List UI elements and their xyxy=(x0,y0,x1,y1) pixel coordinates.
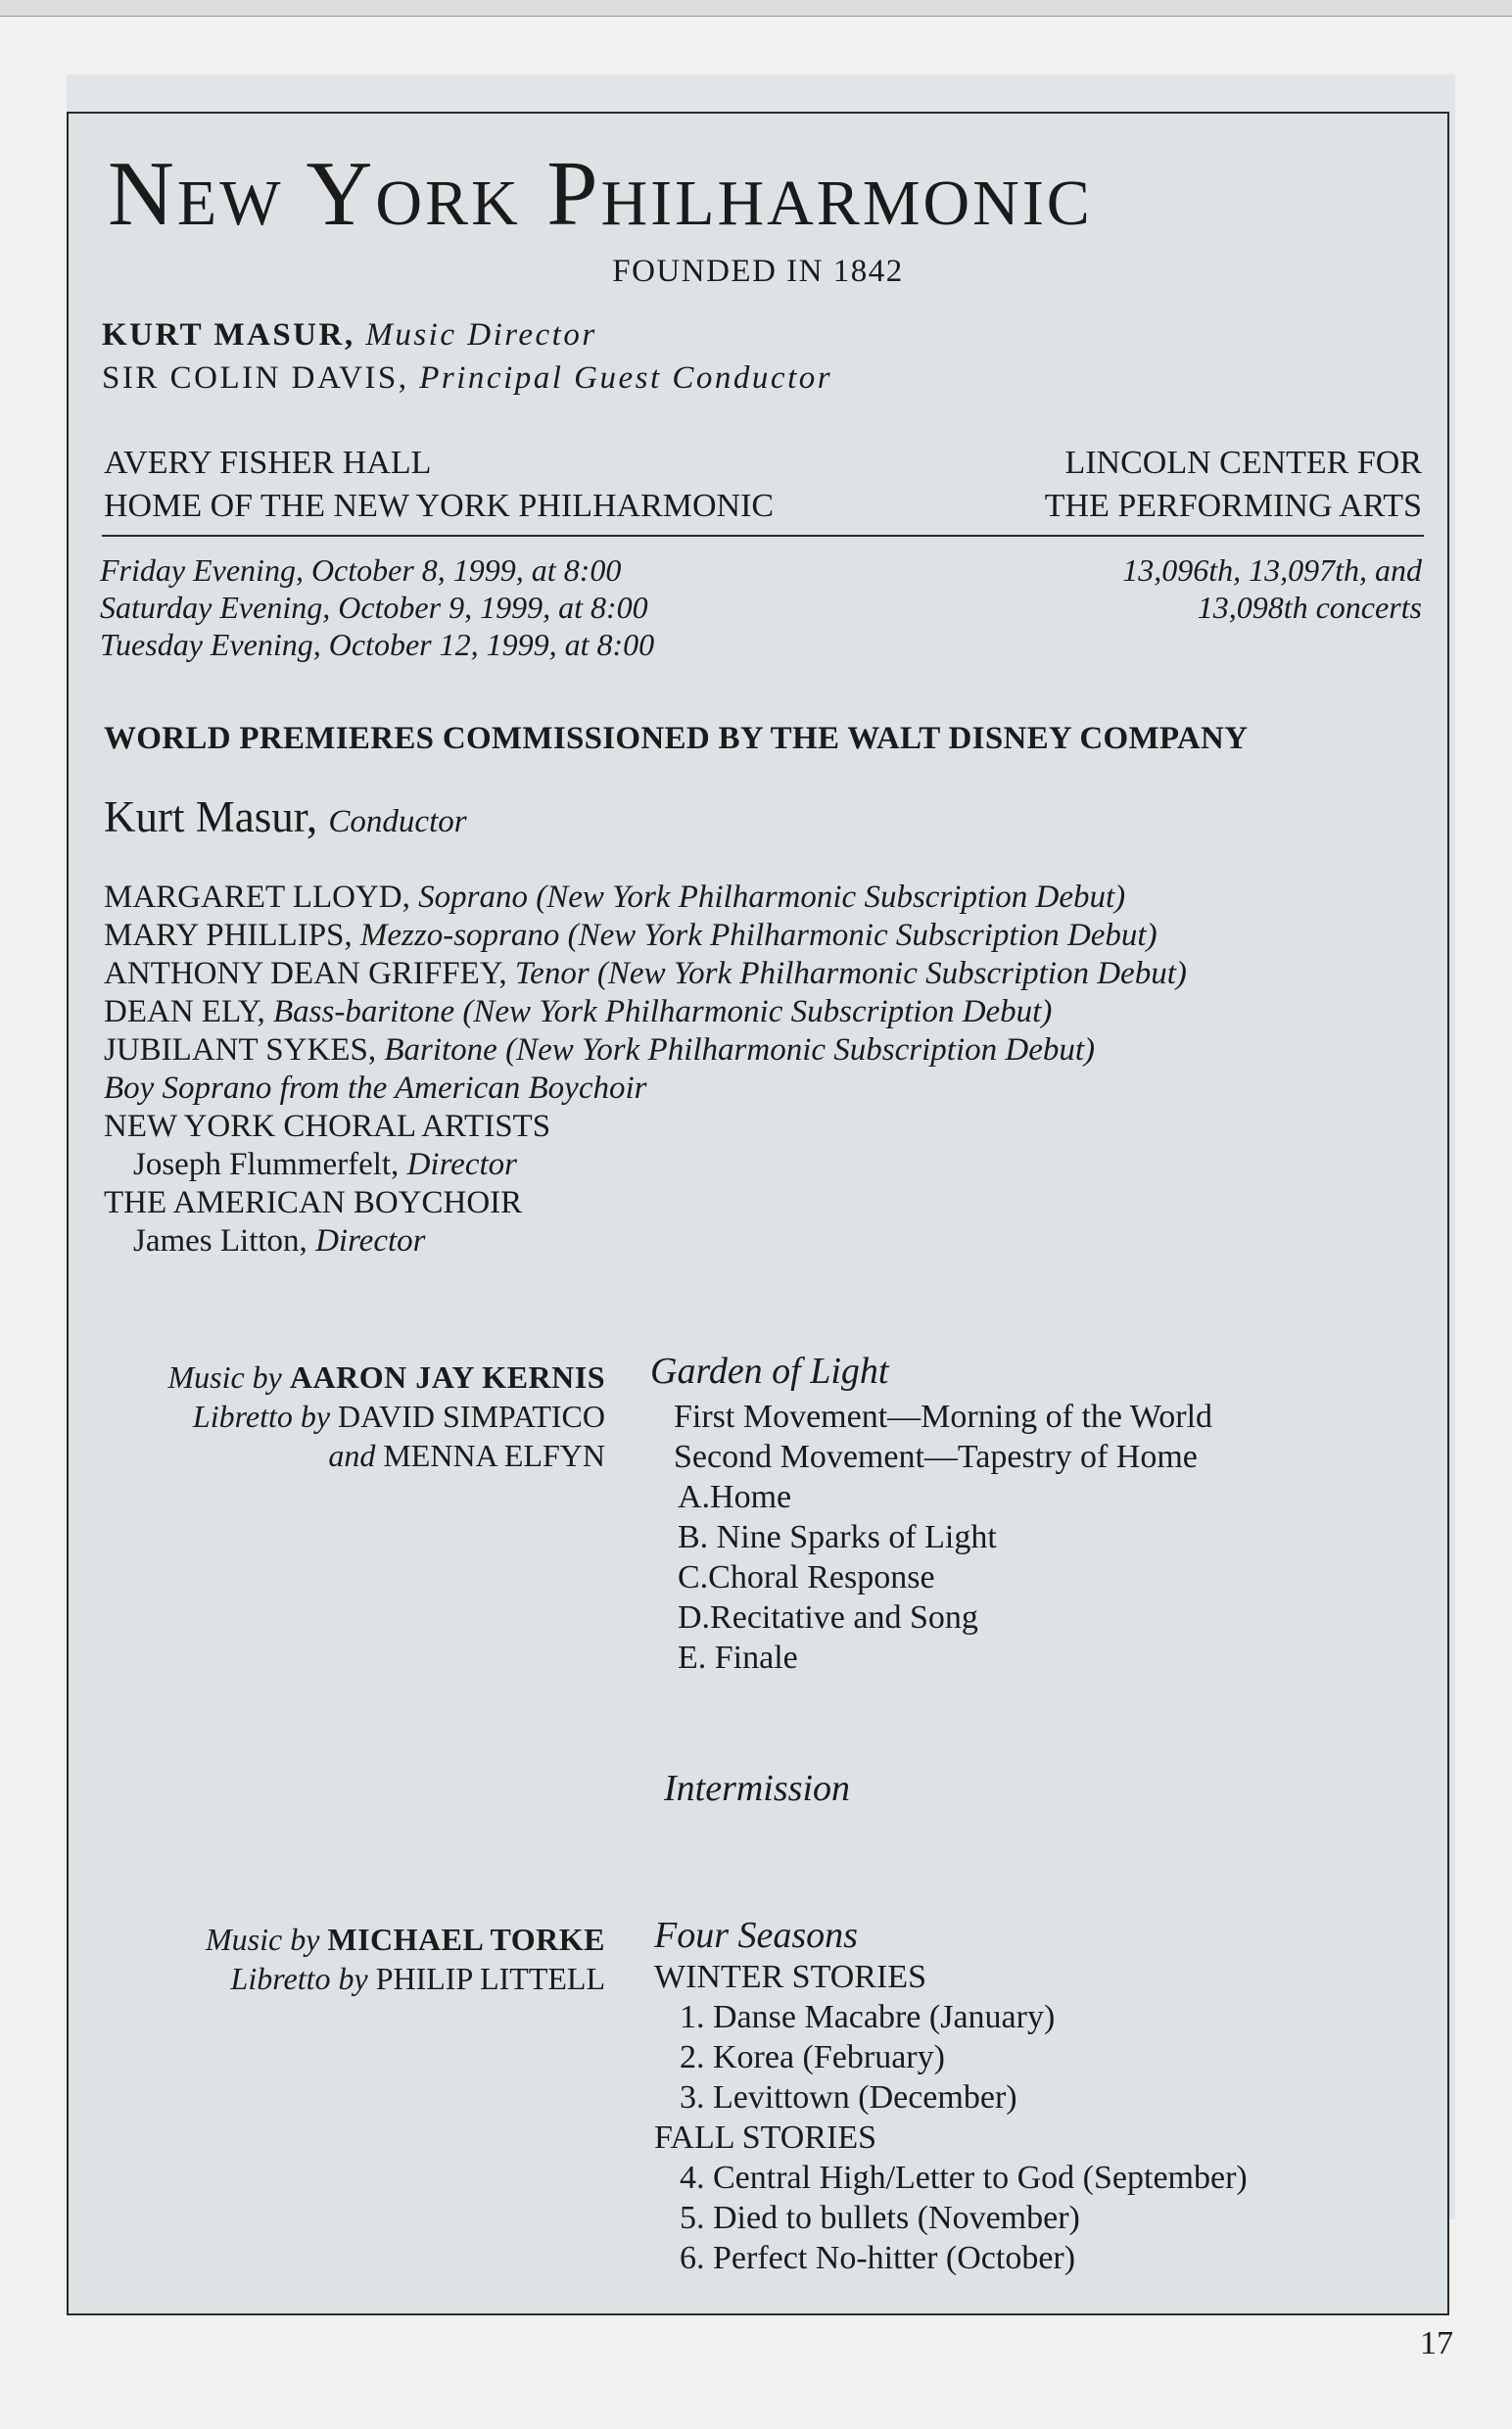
cast-name: MARY PHILLIPS, xyxy=(104,918,353,953)
music-by-label: Music by xyxy=(205,1922,320,1957)
libretto-credit xyxy=(193,1399,605,1435)
composer-credit xyxy=(206,1922,605,1958)
page-number: 17 xyxy=(1420,2325,1453,2361)
libretto-by-label: Libretto by xyxy=(230,1961,368,1996)
concert-numbers-line: 13,096th, 13,097th, and xyxy=(1122,552,1422,588)
movement: 3. Levittown (December) xyxy=(680,2079,1017,2116)
librettist-name: DAVID SIMPATICO xyxy=(338,1399,605,1434)
divider-rule xyxy=(102,535,1424,537)
guest-conductor-role: Principal Guest Conductor xyxy=(419,360,833,396)
founded-line: FOUNDED IN 1842 xyxy=(612,254,904,289)
music-by-label: Music by xyxy=(167,1359,282,1395)
movement: Second Movement—Tapestry of Home xyxy=(674,1439,1198,1475)
movement: B. Nine Sparks of Light xyxy=(678,1519,997,1555)
cast-member xyxy=(104,918,1158,954)
cast-member xyxy=(104,1032,1095,1069)
movement: 1. Danse Macabre (January) xyxy=(680,1999,1056,2035)
conductor-role: Conductor xyxy=(328,804,467,839)
date-line: Tuesday Evening, October 12, 1999, at 8:00 xyxy=(100,627,655,662)
date-line: Friday Evening, October 8, 1999, at 8:00 xyxy=(100,552,622,588)
libretto-by-label: Libretto by xyxy=(192,1399,331,1434)
intermission: Intermission xyxy=(664,1768,850,1809)
cast-member xyxy=(104,956,1187,992)
composer-name: MICHAEL TORKE xyxy=(327,1922,605,1957)
cast-name: ANTHONY DEAN GRIFFEY, xyxy=(104,956,507,991)
cast-role: Soprano (New York Philharmonic Subscription Debut) xyxy=(418,880,1126,915)
concert-numbers-line: 13,098th concerts xyxy=(1197,590,1422,625)
hall-line-1: AVERY FISHER HALL xyxy=(104,445,432,481)
music-director xyxy=(102,317,597,354)
movement: 6. Perfect No-hitter (October) xyxy=(680,2240,1076,2276)
date-line: Saturday Evening, October 9, 1999, at 8:00 xyxy=(100,590,648,625)
choral-director-name: Joseph Flummerfelt, xyxy=(133,1147,400,1182)
principal-guest-conductor xyxy=(102,360,832,397)
program-frame xyxy=(67,112,1449,2315)
program-heading: WORLD PREMIERES COMMISSIONED BY THE WALT DISNEY COMPANY xyxy=(104,721,1249,756)
composer-name: AARON JAY KERNIS xyxy=(289,1359,605,1395)
work-title: Four Seasons xyxy=(654,1915,858,1956)
librettist-name: MENNA ELFYN xyxy=(383,1438,605,1473)
cast-name: JUBILANT SYKES, xyxy=(104,1032,377,1068)
section-heading: FALL STORIES xyxy=(654,2119,877,2156)
center-line-1: LINCOLN CENTER FOR xyxy=(1064,445,1422,481)
cast-member xyxy=(104,880,1125,916)
music-director-name: KURT MASUR, xyxy=(102,317,355,353)
conductor-name: Kurt Masur, xyxy=(104,792,318,841)
boychoir-director xyxy=(104,1223,426,1260)
section-heading: WINTER STORIES xyxy=(654,1959,926,1995)
and-label: and xyxy=(328,1438,376,1473)
choral-artists: NEW YORK CHORAL ARTISTS xyxy=(104,1109,551,1144)
boychoir-director-role: Director xyxy=(315,1223,426,1259)
boychoir-director-name: James Litton, xyxy=(133,1223,307,1259)
cast-role: Mezzo-soprano (New York Philharmonic Subscription Debut) xyxy=(359,918,1158,953)
music-director-role: Music Director xyxy=(365,317,597,353)
movement: First Movement—Morning of the World xyxy=(674,1399,1213,1435)
boy-soprano-line: Boy Soprano from the American Boychoir xyxy=(104,1071,647,1106)
cast-name: DEAN ELY, xyxy=(104,994,265,1029)
center-line-2: THE PERFORMING ARTS xyxy=(1044,488,1422,524)
movement: C.Choral Response xyxy=(678,1559,935,1596)
choral-director-role: Director xyxy=(406,1147,517,1182)
libretto-credit-2 xyxy=(328,1438,605,1474)
movement: 2. Korea (February) xyxy=(680,2039,945,2075)
movement: 5. Died to bullets (November) xyxy=(680,2200,1080,2236)
boychoir: THE AMERICAN BOYCHOIR xyxy=(104,1185,523,1220)
libretto-credit xyxy=(231,1961,605,1997)
cast-role: Tenor (New York Philharmonic Subscription Debut) xyxy=(514,956,1187,991)
choral-director xyxy=(104,1147,517,1183)
librettist-name: PHILIP LITTELL xyxy=(375,1961,605,1996)
page-top-edge xyxy=(0,0,1512,17)
cast-role: Bass-baritone (New York Philharmonic Subscription Debut) xyxy=(273,994,1053,1029)
movement: D.Recitative and Song xyxy=(678,1599,978,1636)
movement: E. Finale xyxy=(678,1640,798,1676)
cast-member xyxy=(104,994,1052,1030)
composer-credit xyxy=(167,1359,605,1396)
conductor xyxy=(104,791,467,842)
work-title: Garden of Light xyxy=(650,1351,889,1392)
hall-line-2: HOME OF THE NEW YORK PHILHARMONIC xyxy=(104,488,775,524)
page-title: New York Philharmonic xyxy=(108,143,1093,245)
guest-conductor-name: SIR COLIN DAVIS, xyxy=(102,360,409,396)
cast-role: Baritone (New York Philharmonic Subscription Debut) xyxy=(384,1032,1096,1068)
cast-name: MARGARET LLOYD, xyxy=(104,880,410,915)
movement: A.Home xyxy=(678,1479,792,1515)
movement: 4. Central High/Letter to God (September) xyxy=(680,2160,1248,2196)
